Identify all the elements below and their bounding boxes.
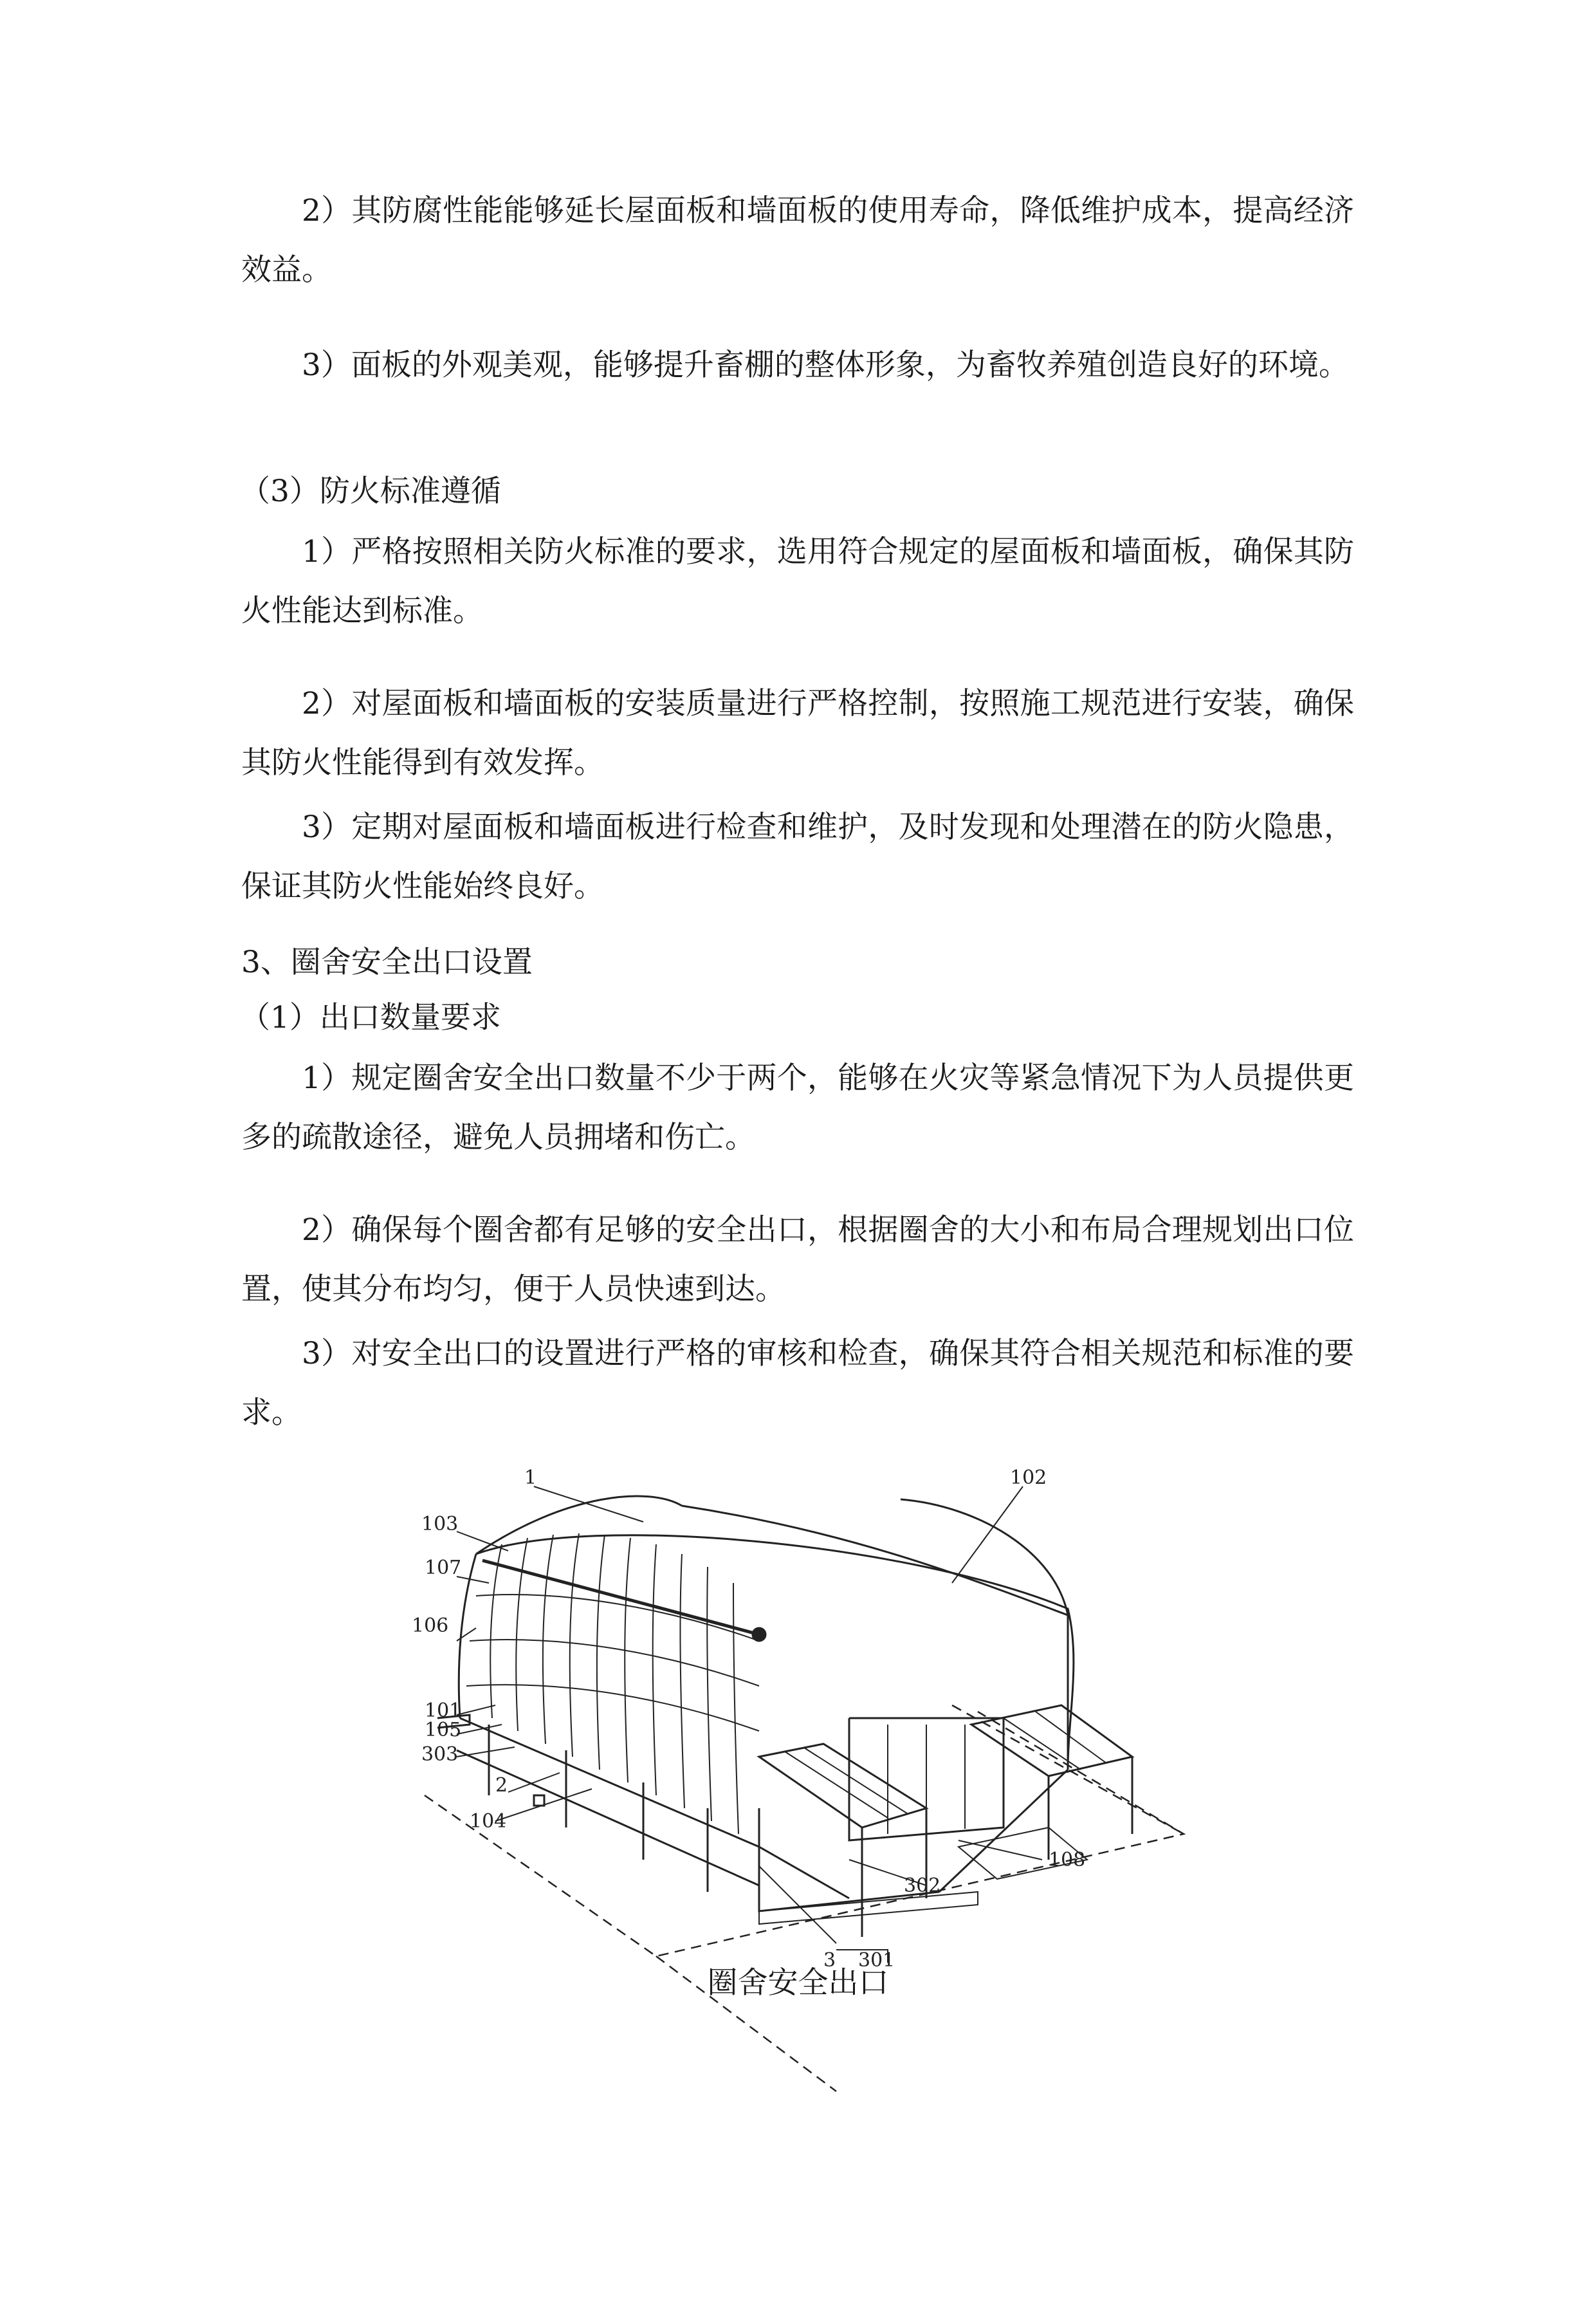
paragraph: 2）对屋面板和墙面板的安装质量进行严格控制，按照施工规范进行安装，确保其防火性能得到有效发挥。 <box>241 686 1354 781</box>
label-2: 2 <box>495 1774 508 1797</box>
paragraph: 3）对安全出口的设置进行严格的审核和检查，确保其符合相关规范和标准的要求。 <box>241 1336 1354 1430</box>
paragraph: 2）确保每个圈舍都有足够的安全出口，根据圈舍的大小和布局合理规划出口位置，使其分布均匀，便于人员快速到达。 <box>241 1212 1354 1307</box>
label-101: 101 <box>425 1699 462 1722</box>
paragraph: 1）严格按照相关防火标准的要求，选用符合规定的屋面板和墙面板，确保其防火性能达到标准。 <box>241 534 1354 629</box>
paragraph: 3）定期对屋面板和墙面板进行检查和维护，及时发现和处理潜在的防火隐患，保证其防火性能始终良好。 <box>241 810 1354 904</box>
label-104: 104 <box>470 1810 507 1833</box>
greenhouse-ribs <box>466 1533 759 1834</box>
label-102: 102 <box>1010 1467 1047 1489</box>
section-heading: 3、圈舍安全出口设置 <box>241 945 533 980</box>
label-302: 302 <box>904 1874 941 1897</box>
label-303: 303 <box>421 1743 459 1766</box>
paragraph: 1）规定圈舍安全出口数量不少于两个，能够在火灾等紧急情况下为人员提供更多的疏散途径，避免人员拥堵和伤亡。 <box>241 1060 1354 1155</box>
paragraph: 2）其防腐性能能够延长屋面板和墙面板的使用寿命，降低维护成本，提高经济效益。 <box>241 193 1354 288</box>
paragraph: 3）面板的外观美观，能够提升畜棚的整体形象，为畜牧养殖创造良好的环境。 <box>302 347 1349 383</box>
label-3: 3 <box>823 1949 836 1972</box>
subsection-heading: （3）防火标准遵循 <box>240 474 501 509</box>
label-103: 103 <box>421 1513 459 1535</box>
label-301: 301 <box>858 1949 895 1972</box>
label-1: 1 <box>524 1467 537 1489</box>
shed-drawing <box>399 1448 1197 2323</box>
figure-caption: 圈舍安全出口 <box>707 1965 889 2001</box>
ground-outline <box>425 1705 1184 2091</box>
subsection-heading: （1）出口数量要求 <box>240 1000 501 1035</box>
label-107: 107 <box>425 1557 462 1579</box>
label-105: 105 <box>425 1719 462 1741</box>
label-106: 106 <box>412 1615 449 1637</box>
label-108: 108 <box>1049 1849 1086 1871</box>
